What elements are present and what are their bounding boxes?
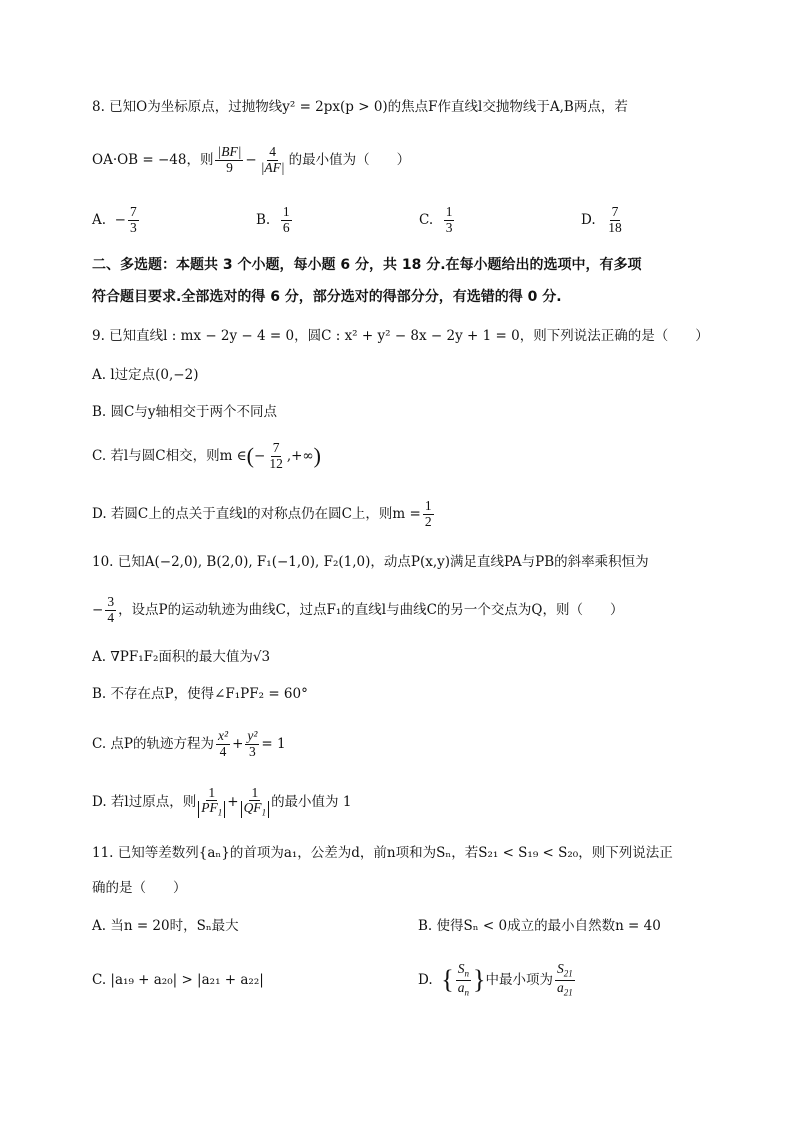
frac-num-sn: $S_n$ (457, 961, 469, 980)
q9-stem (92, 325, 734, 347)
minus-sign: − (92, 602, 104, 618)
q10-fraction (105, 595, 116, 624)
q9-option-d[interactable] (92, 494, 734, 534)
option-label: C. (419, 212, 434, 228)
option-fraction-qf (241, 786, 270, 818)
option-label: D. (418, 972, 433, 988)
option-num: 1 (282, 204, 290, 220)
frac-num-1: 1 (251, 784, 259, 800)
option-text: B. 使得Sₙ < 0成立的最小自然数n = 40 (418, 918, 661, 934)
option-fraction-y (245, 729, 259, 758)
q9-option-c[interactable]: C. 若l与圆C相交，则m ∈ ( − $\frac{7}{12}$ ,+∞ ) (92, 440, 321, 471)
q9-option-a[interactable] (92, 364, 734, 386)
frac-den-qf1: $QF_1$ (241, 801, 270, 818)
option-fraction-pf (198, 786, 225, 818)
option-text: C. 若l与圆C相交，则m ∈ (92, 448, 247, 464)
option-text: A. 当n = 20时，Sₙ最大 (92, 918, 239, 934)
option-num: 1 (424, 498, 432, 514)
option-text: D. 若圆C上的点关于直线l的对称点仍在圆C上，则m = (92, 506, 421, 522)
option-fraction-s21 (555, 962, 575, 997)
option-fraction (128, 205, 139, 234)
option-den: 12 (269, 455, 283, 471)
frac-den-a21: $a_{21}$ (556, 979, 573, 998)
q9-stem-text: 9. 已知直线l : mx − 2y − 4 = 0，圆C : x² + y² − 8x − 2y + 1 = 0，则下列说法正确的是（ ） (92, 328, 709, 344)
option-text-tail: 中最小项为 (485, 972, 553, 988)
q8-option-c[interactable] (419, 200, 456, 240)
q10-stem-line2 (92, 590, 734, 630)
q8-stem-text: 8. 已知O为坐标原点，过抛物线y² = 2px(p > 0)的焦点F作直线l交抛物线于A,B两点，若 (92, 99, 628, 115)
q11-stem-line2 (92, 877, 734, 899)
option-fraction (423, 499, 434, 528)
q11-stem-line1 (92, 842, 734, 864)
option-den: 2 (424, 513, 432, 529)
option-num: 7 (129, 204, 137, 220)
option-label: D. (581, 212, 596, 228)
q10-frac-den: 4 (107, 609, 115, 625)
option-text-tail: 的最小值为 1 (271, 794, 352, 810)
q8-option-a[interactable] (92, 200, 141, 240)
q8-option-d[interactable] (581, 200, 626, 240)
section-heading-line1 (92, 254, 734, 276)
q8-frac-bf-den: 9 (226, 159, 233, 175)
q8-condition: OA·OB = −48，则 (92, 152, 214, 168)
q8-tail: 的最小值为（ ） (288, 152, 411, 168)
frac-den-4: 4 (219, 743, 227, 759)
q11-option-d[interactable] (418, 958, 577, 1002)
option-den: 3 (445, 219, 453, 235)
q10-option-a[interactable] (92, 646, 734, 668)
q8-frac-af-num: 4 (269, 144, 277, 160)
option-label: A. (92, 212, 107, 228)
option-text: A. ∇PF₁F₂面积的最大值为√3 (92, 649, 271, 665)
frac-den-pf1: $PF_1$ (198, 801, 225, 818)
q8-fraction-bf (215, 145, 243, 174)
option-fraction-sn (456, 962, 471, 997)
option-text: B. 不存在点P，使得∠F₁PF₂ = 60° (92, 686, 308, 702)
right-paren: ) (313, 443, 321, 468)
q8-stem-line2 (92, 140, 734, 180)
q11-option-c[interactable] (92, 969, 264, 991)
left-brace: { (441, 965, 454, 994)
option-fraction-x (216, 729, 230, 758)
left-paren: ( (246, 443, 254, 468)
q11-option-b[interactable] (418, 915, 661, 937)
option-fraction (267, 441, 285, 470)
q11-stem-text: 确的是（ ） (92, 880, 187, 896)
option-text: C. |a₁₉ + a₂₀| > |a₂₁ + a₂₂| (92, 972, 264, 988)
option-fraction (444, 205, 455, 234)
option-text-tail: ,+∞ (286, 448, 314, 464)
q10-option-b[interactable] (92, 683, 734, 705)
q10-option-c[interactable]: C. 点P的轨迹方程为 $\frac{\text{x²}}{4}$ + $\frac{\text{y²}}{3}$ = 1 (92, 728, 286, 759)
section-heading-text: 符合题目要求.全部选对的得 6 分，部分选对的得部分分，有选错的得 0 分. (92, 289, 562, 305)
q9-option-b[interactable] (92, 401, 734, 423)
q10-frac-num: 3 (107, 594, 115, 610)
option-den: 6 (282, 219, 290, 235)
q11-option-a[interactable] (92, 915, 239, 937)
frac-den-3: 3 (249, 743, 256, 759)
option-fraction (606, 205, 624, 234)
option-text: D. 若l过原点，则 (92, 794, 197, 810)
option-num: 1 (445, 204, 453, 220)
q8-option-b[interactable] (256, 200, 294, 240)
option-sign: − (114, 212, 126, 228)
q11-stem-text: 11. 已知等差数列{aₙ}的首项为a₁，公差为d，前n项和为Sₙ，若S₂₁ < S₁₉ < S₂₀，则下列说法正 (92, 845, 673, 861)
q8-frac-bf-num: |BF| (217, 144, 242, 160)
frac-num-s21: $S_{21}$ (556, 961, 573, 980)
q8-minus: − (245, 152, 257, 168)
q8-fraction-af (259, 145, 287, 174)
section-heading-text: 二、多选题：本题共 3 个小题，每小题 6 分，共 18 分.在每小题给出的选项中，有多项 (92, 257, 642, 273)
option-text-tail: = 1 (261, 736, 286, 752)
option-text: B. 圆C与y轴相交于两个不同点 (92, 404, 277, 420)
q10-option-d[interactable]: D. 若l过原点，则 $\frac{1}{PF_1}$ + $\frac{1}{QF_1}$ 的最小值为 1 (92, 784, 352, 818)
option-den: 18 (608, 219, 622, 235)
option-text: C. 点P的轨迹方程为 (92, 736, 215, 752)
q10-stem-line1 (92, 551, 734, 573)
q8-stem-line1 (92, 96, 734, 118)
option-text: A. l过定点(0,−2) (92, 367, 199, 383)
section-heading-line2 (92, 286, 734, 308)
option-num: 7 (611, 204, 619, 220)
q10-stem-text: 10. 已知A(−2,0), B(2,0), F₁(−1,0), F₂(1,0)，动点P(x,y)满足直线PA与PB的斜率乘积恒为 (92, 554, 649, 570)
option-num: 7 (272, 440, 280, 456)
option-label: B. (256, 212, 271, 228)
q10-stem-text: ，设点P的运动轨迹为曲线C，过点F₁的直线l与曲线C的另一个交点为Q，则（ ） (118, 602, 624, 618)
frac-num-1: 1 (208, 784, 216, 800)
option-den: 3 (129, 219, 137, 235)
q8-frac-af-den: |AF| (260, 159, 285, 175)
frac-num-y2: y² (247, 728, 258, 744)
frac-den-an: $a_n$ (457, 979, 469, 998)
frac-num-x2: x² (218, 728, 229, 744)
right-brace: } (472, 965, 486, 994)
option-fraction (281, 205, 292, 234)
